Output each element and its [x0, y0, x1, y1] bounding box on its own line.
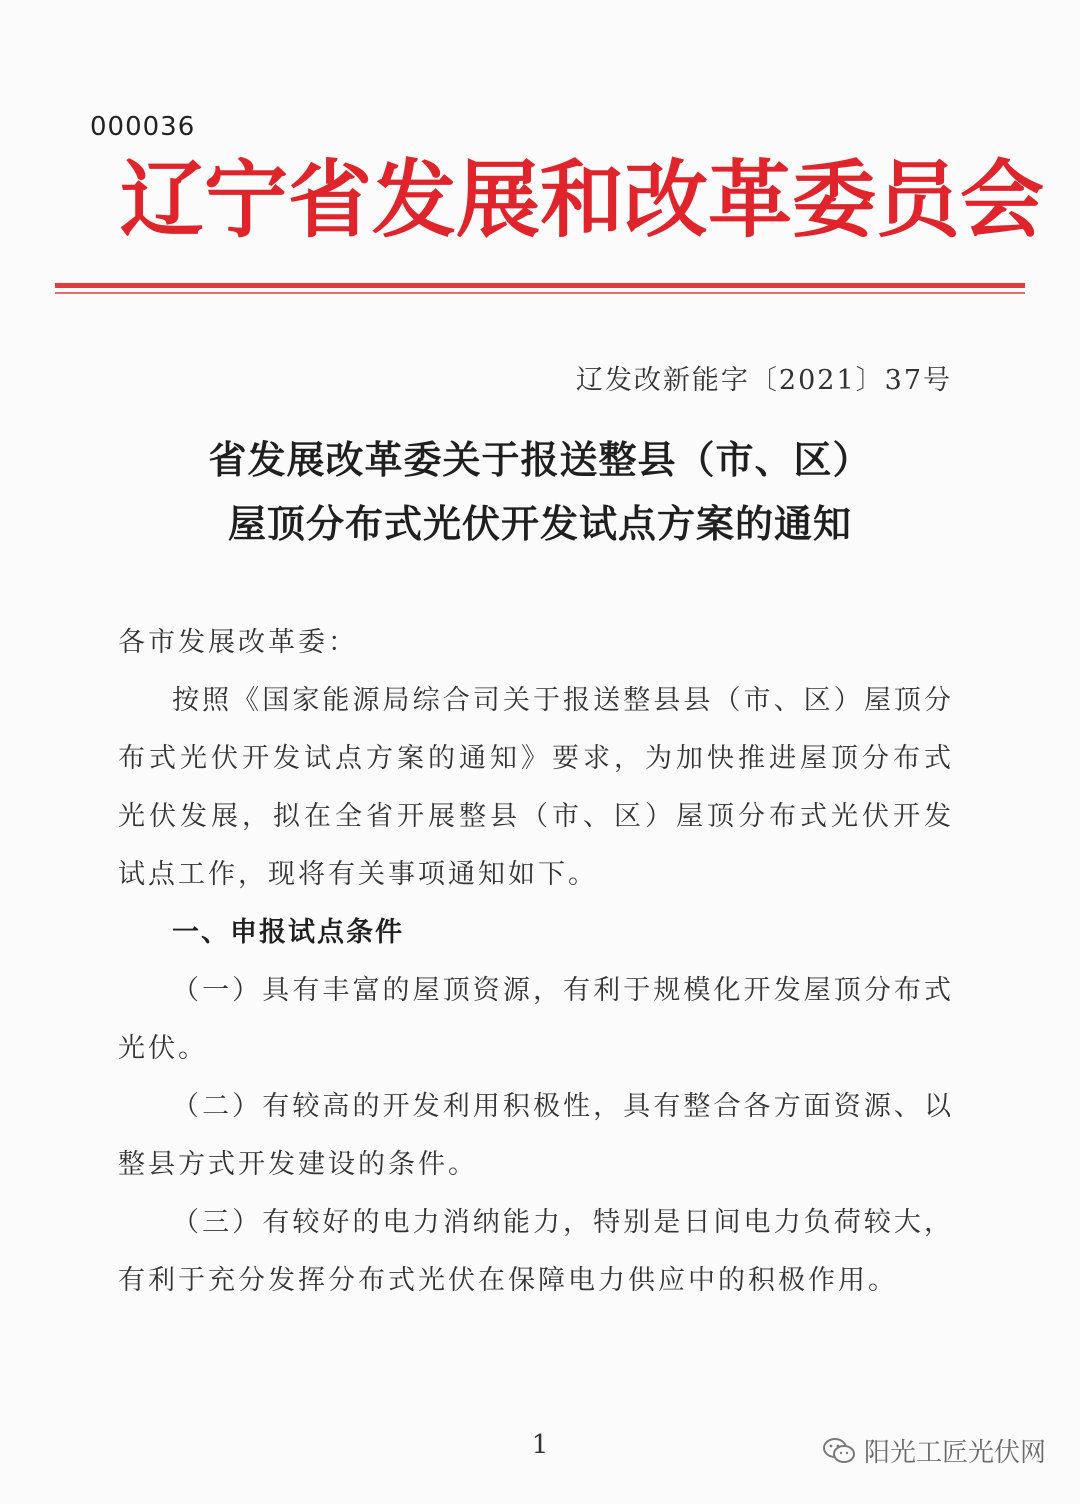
watermark-text: 阳光工匠光伏网 — [863, 1438, 1046, 1468]
document-body — [118, 614, 954, 1310]
title-line-1: 省发展改革委关于报送整县（市、区） — [208, 438, 872, 482]
issuing-organization-header: 辽宁省发展和改革委员会 — [120, 150, 1045, 249]
condition-item-3: （三）有较好的电力消纳能力，特别是日间电力负荷较大，有利于充分发挥分布式光伏在保障电力供应中的积极作用。 — [118, 1207, 954, 1296]
red-divider-line-thin — [55, 292, 1025, 294]
file-code: 辽发改新能字〔2021〕37号 — [575, 365, 952, 396]
source-watermark — [822, 1432, 1046, 1469]
document-title — [0, 428, 1080, 556]
salutation: 各市发展改革委： — [118, 627, 358, 658]
title-line-2: 屋顶分布式光伏开发试点方案的通知 — [227, 502, 852, 546]
document-number: 000036 — [90, 112, 196, 142]
page-number: 1 — [531, 1430, 549, 1460]
condition-item-1: （一）具有丰富的屋顶资源，有利于规模化开发屋顶分布式光伏。 — [118, 975, 954, 1064]
intro-paragraph: 按照《国家能源局综合司关于报送整县县（市、区）屋顶分布式光伏开发试点方案的通知》要求，为加快推进屋顶分布式光伏发展，拟在全省开展整县（市、区）屋顶分布式光伏开发试点工作，现将有关事项通知如下。 — [118, 685, 954, 890]
section-heading: 一、申报试点条件 — [172, 917, 404, 948]
red-divider-line — [55, 283, 1025, 288]
wechat-icon — [822, 1437, 856, 1465]
condition-item-2: （二）有较高的开发利用积极性，具有整合各方面资源、以整县方式开发建设的条件。 — [118, 1091, 954, 1180]
